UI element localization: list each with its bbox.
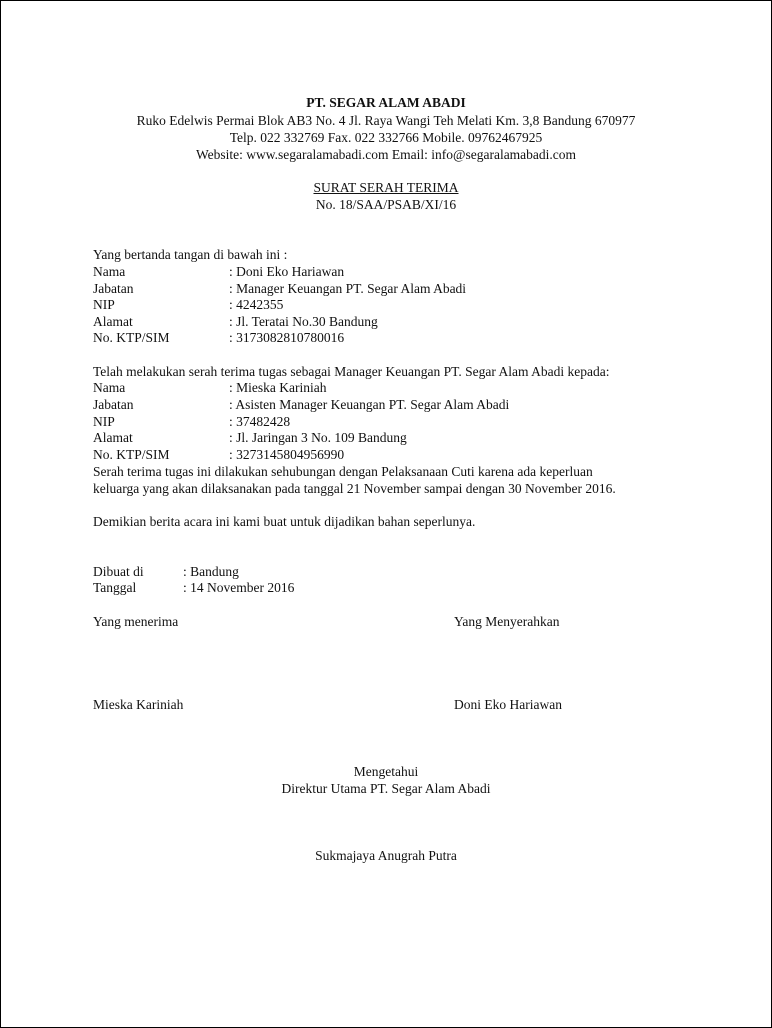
receiver-role: Yang menerima <box>93 614 179 629</box>
field-label: Tanggal <box>93 580 137 595</box>
field-value: : Jl. Jaringan 3 No. 109 Bandung <box>229 430 407 445</box>
company-contact: Telp. 022 332769 Fax. 022 332766 Mobile. 09762467925 <box>229 130 543 145</box>
director-title: Direktur Utama PT. Segar Alam Abadi <box>281 781 491 796</box>
document-title: SURAT SERAH TERIMA <box>313 180 459 195</box>
company-address: Ruko Edelwis Permai Blok AB3 No. 4 Jl. Raya Wangi Teh Melati Km. 3,8 Bandung 670977 <box>136 113 636 128</box>
field-label: No. KTP/SIM <box>93 330 170 345</box>
receiver-signature-name: Mieska Kariniah <box>93 697 184 712</box>
field-value: : 4242355 <box>229 297 284 312</box>
field-value: : Bandung <box>183 564 239 579</box>
document-title-wrap <box>1 180 771 197</box>
giver-role: Yang Menyerahkan <box>454 614 560 629</box>
reason-line-1: Serah terima tugas ini dilakukan sehubungan dengan Pelaksanaan Cuti karena ada keperluan <box>93 464 593 479</box>
field-value: : Manager Keuangan PT. Segar Alam Abadi <box>229 281 467 296</box>
document-number: No. 18/SAA/PSAB/XI/16 <box>315 197 457 212</box>
acknowledged-label: Mengetahui <box>353 764 419 779</box>
closing-text: Demikian berita acara ini kami buat untuk dijadikan bahan seperlunya. <box>93 514 476 529</box>
field-value: : 3273145804956990 <box>229 447 345 462</box>
field-label: Jabatan <box>93 281 134 296</box>
field-value: : Jl. Teratai No.30 Bandung <box>229 314 378 329</box>
field-label: NIP <box>93 297 115 312</box>
field-value: : Mieska Kariniah <box>229 380 327 395</box>
reason-line-2: keluarga yang akan dilaksanakan pada tanggal 21 November sampai dengan 30 November 2016. <box>93 481 616 496</box>
field-label: NIP <box>93 414 115 429</box>
field-label: Nama <box>93 264 126 279</box>
field-value: : 14 November 2016 <box>183 580 295 595</box>
giver-signature-name: Doni Eko Hariawan <box>454 697 562 712</box>
field-label: No. KTP/SIM <box>93 447 170 462</box>
field-label: Dibuat di <box>93 564 144 579</box>
company-web: Website: www.segaralamabadi.com Email: info@segaralamabadi.com <box>195 147 577 162</box>
company-name: PT. SEGAR ALAM ABADI <box>306 95 466 110</box>
field-label: Alamat <box>93 430 133 445</box>
intro-text: Yang bertanda tangan di bawah ini : <box>93 247 288 262</box>
field-value: : 37482428 <box>229 414 291 429</box>
field-label: Alamat <box>93 314 133 329</box>
field-value: : Doni Eko Hariawan <box>229 264 345 279</box>
field-label: Nama <box>93 380 126 395</box>
field-value: : Asisten Manager Keuangan PT. Segar Alam Abadi <box>229 397 510 412</box>
field-label: Jabatan <box>93 397 134 412</box>
director-name: Sukmajaya Anugrah Putra <box>315 848 457 863</box>
handover-statement: Telah melakukan serah terima tugas sebagai Manager Keuangan PT. Segar Alam Abadi kepada: <box>93 364 610 379</box>
field-value: : 3173082810780016 <box>229 330 345 345</box>
